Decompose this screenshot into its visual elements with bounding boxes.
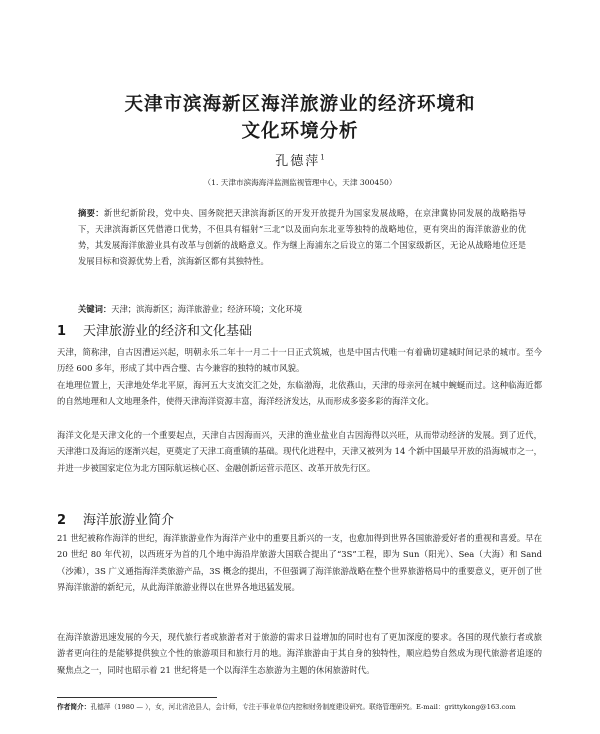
paper-title-line-1: 天津市滨海新区海洋旅游业的经济环境和 [124,94,476,115]
paragraph: 在地理位置上，天津地处华北平原，海河五大支流交汇之处，东临渤海，北依燕山，天津的母亲河在城中蜿蜒而过。这种临海近都的自然地理和人文地理条件，使得天津海洋资源丰富，海洋经济发达，从而形成多姿多彩的海洋文化。 [57,380,542,407]
paragraph: 21 世纪被称作海洋的世纪，海洋旅游业作为海洋产业中的重要且新兴的一支，也愈加得到世界各国旅游爱好者的重视和喜爱。早在 20 世纪 80 年代初，以西班牙为首的几个地中海沿岸旅游大国联合提出了“3S”工程，即为 Sun（阳光）、Sea（大海）和 Sand（沙滩），3S 广义通指海洋类旅游产品，3S 概念的提出，不但强调了海洋旅游战略在整个世界旅游格局中的重要意义，更开创了世界海洋旅游的新纪元，从此海洋旅游业得以在世界各地迅猛发展。 [57,533,542,592]
author-name: 孔德萍 [275,154,321,169]
section-heading-2 [57,509,174,528]
abstract-text: 新世纪新阶段，党中央、国务院把天津滨海新区的开发开放提升为国家发展战略，在京津冀协同发展的战略指导下，天津滨海新区凭借港口优势，不但具有辐射“三北”以及面向东北亚等独特的战略地位，更有突出的海洋旅游业的优势，其发展海洋旅游业具有改革与创新的战略意义。作为继上海浦东之后设立的第二个国家级新区，无论从战略地位还是发展目标和资源优势上看，滨海新区都有其独特性。 [78,208,526,266]
section-title: 天津旅游业的经济和文化基础 [83,324,253,339]
paragraph: 在海洋旅游迅速发展的今天，现代旅行者或旅游者对于旅游的需求日益增加的同时也有了更加深度的要求。各国的现代旅行者或旅游者更向往的是能够提供独立个性的旅游项目和旅行月的地。海洋旅游由于其自身的独特性，顺应趋势自然成为现代旅游者追逐的聚焦点之一，同时也昭示着 21 世纪将是一个以海洋生态旅游为主题的休闲旅游时代。 [57,632,542,675]
section-title: 海洋旅游业简介 [83,513,175,528]
footnote-text: 孔德萍（1980 — ），女，河北省沧县人，会计师，专注于事业单位内控和财务制度建设研究。联络管理研究。E-mail：grittykong@163.com [90,703,516,711]
section-number: 2 [57,513,67,528]
author [0,150,600,169]
paper-title-line-2: 文化环境分析 [241,121,359,142]
author-affiliation-mark: 1 [320,153,325,162]
author-footnote [57,702,542,713]
keywords-text: 天津；滨海新区；海洋旅游业；经济环境；文化环境 [111,304,303,314]
paragraph: 海洋文化是天津文化的一个重要起点，天津自古因海而兴，天津的渔业盐业自古因海得以兴旺，从而带动经济的发展。到了近代，天津港口及海运的逐渐兴起，更奠定了天津工商重镇的基础。现代化进程中，天津又被列为 14 个新中国最早开放的沿海城市之一，并进一步被国家定位为北方国际航运核心区、金融创新运营示范区、改革开放先行区。 [57,430,542,473]
keywords-label: 关键词： [78,304,112,314]
section-heading-1 [57,320,252,339]
affiliation: （1. 天津市滨海海洋监测监视管理中心，天津 300450） [203,178,397,187]
section-number: 1 [57,324,67,339]
keywords [78,301,526,317]
paragraph: 天津，简称津，自古因漕运兴起，明朝永乐二年十一月二十一日正式筑城，也是中国古代唯一有着确切建城时间记录的城市。至今历经 600 多年，形成了其中西合璧、古今兼容的独特的城市风貌。 [57,347,542,374]
footnote-label: 作者简介： [57,703,91,711]
footnote-divider [57,697,217,698]
abstract-label: 摘要： [78,208,104,218]
abstract [78,205,526,269]
